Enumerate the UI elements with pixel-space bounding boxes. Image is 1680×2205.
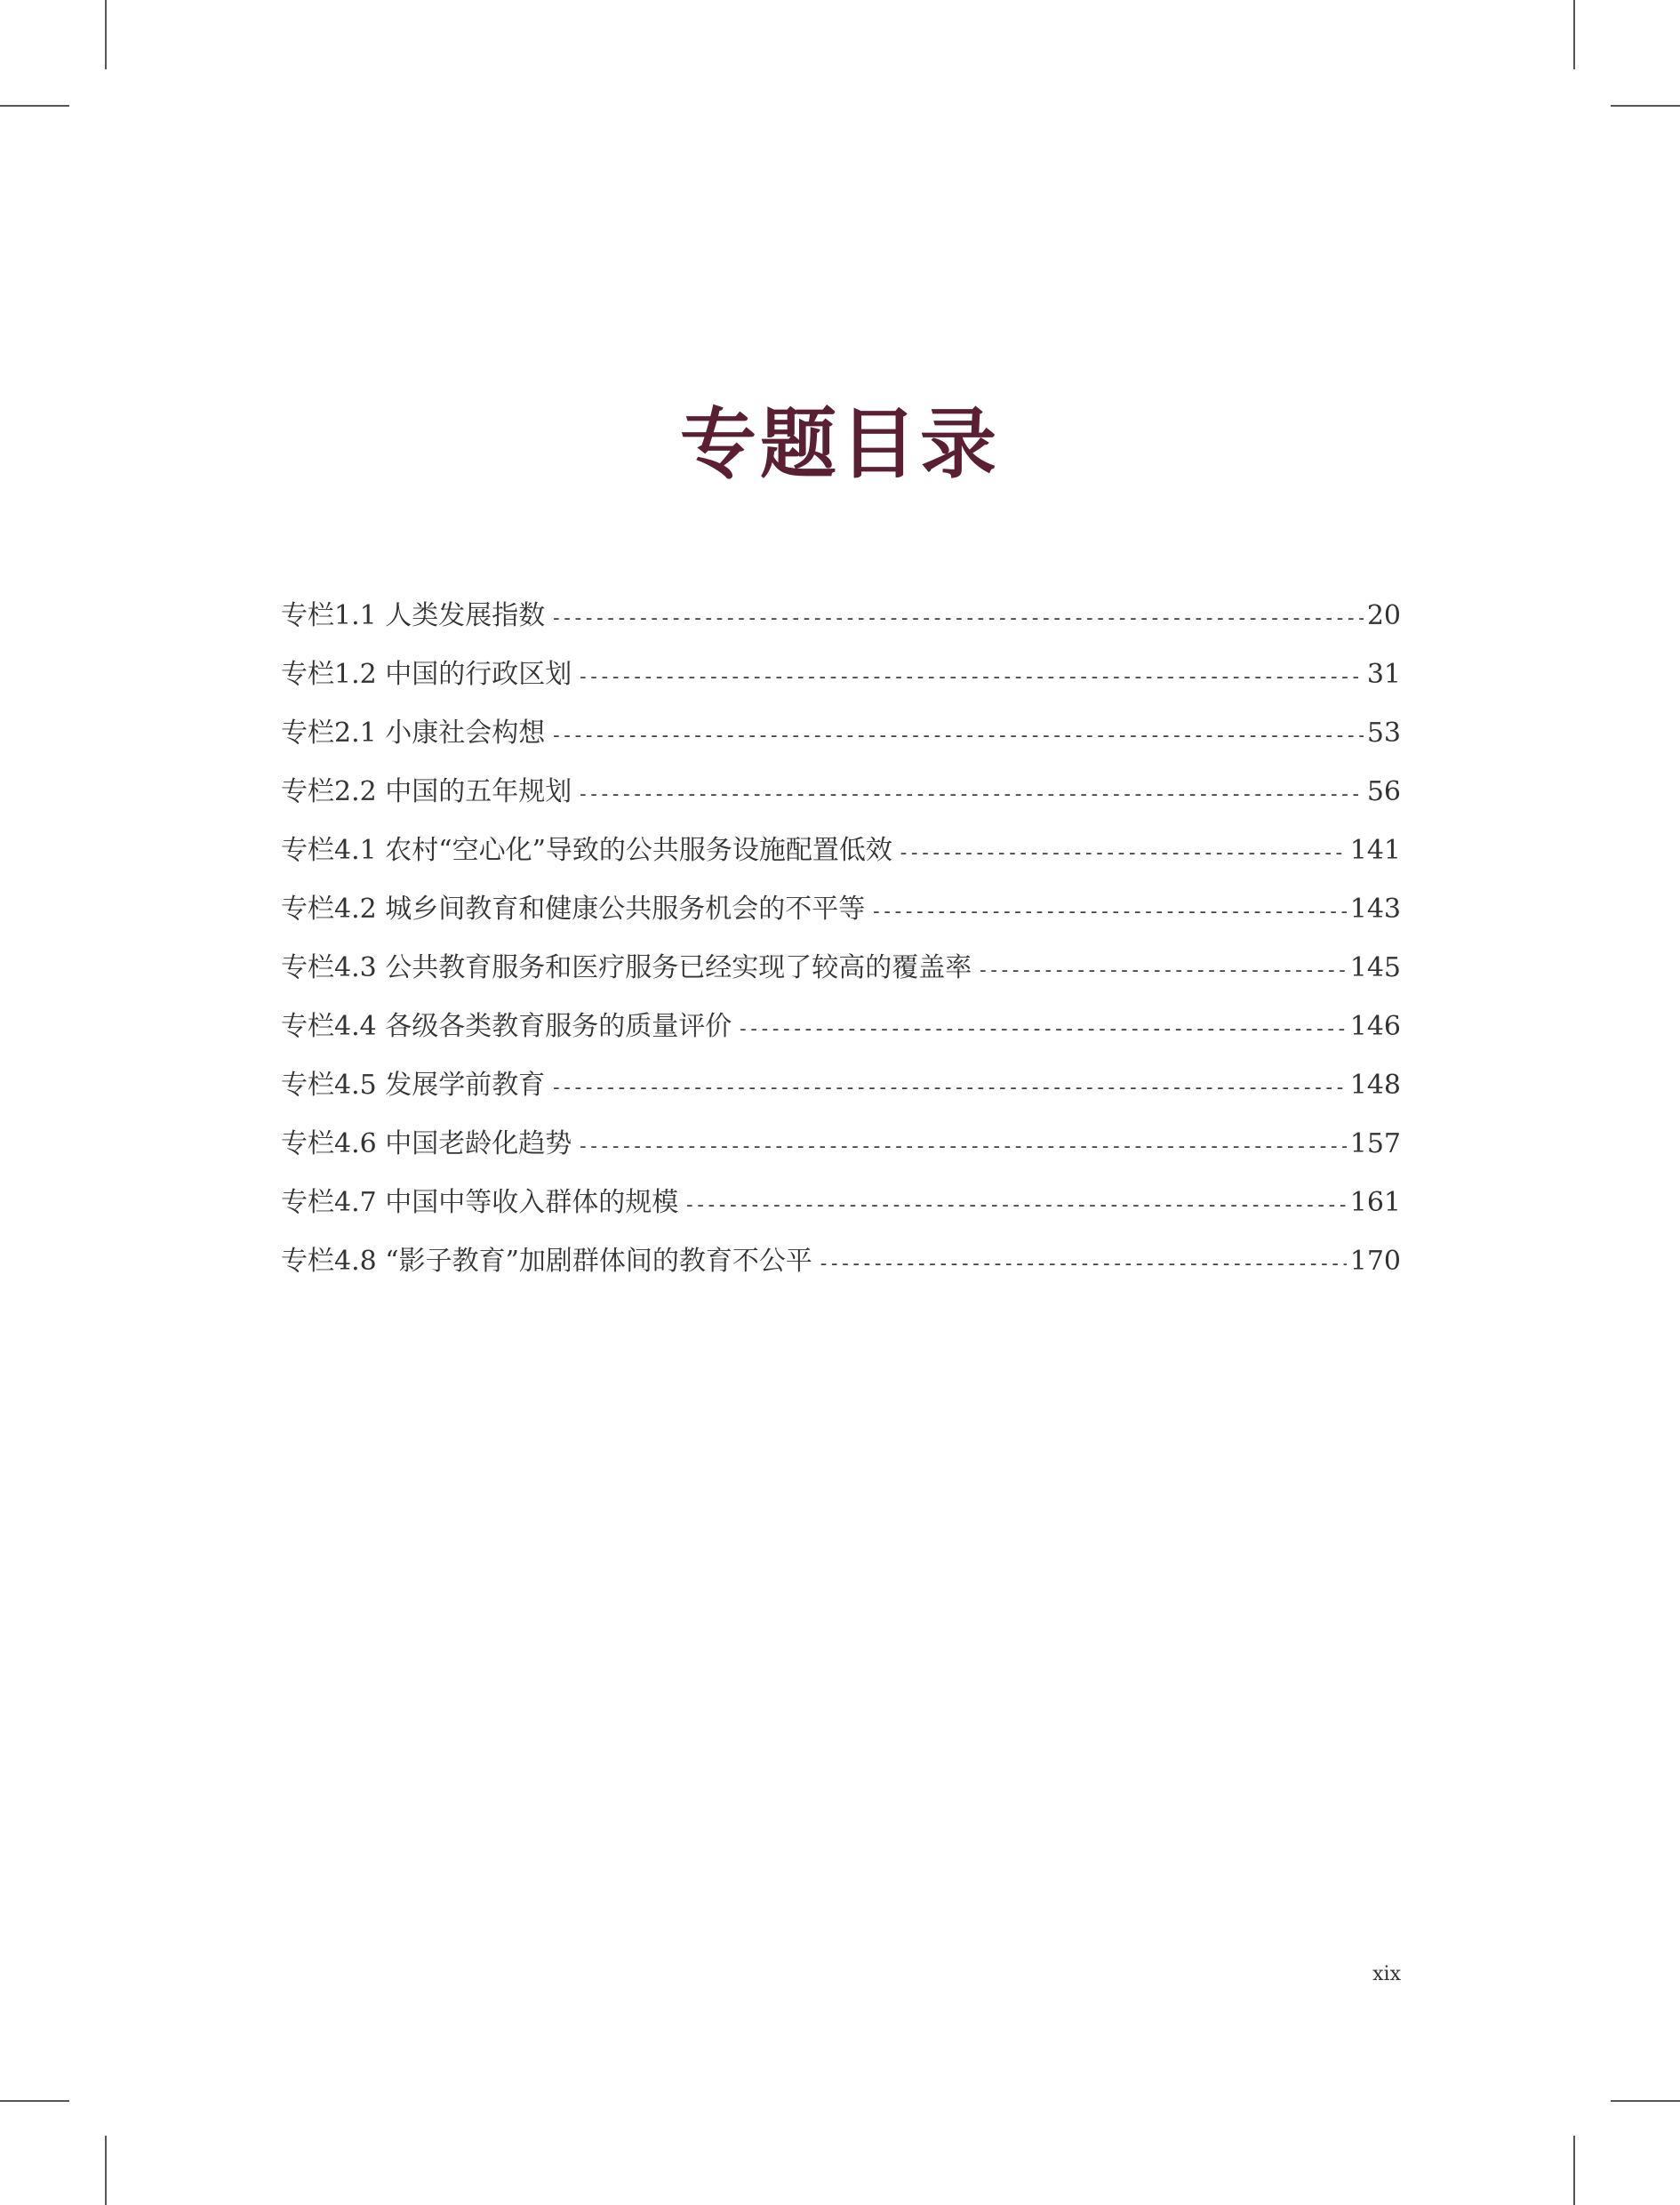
- toc-entry-label: 专栏4.1 农村“空心化”导致的公共服务设施配置低效: [281, 835, 892, 866]
- toc-page-number: 56: [1366, 776, 1401, 807]
- toc-entry[interactable]: [281, 1180, 1401, 1239]
- toc-entry-label: 专栏2.1 小康社会构想: [281, 718, 546, 749]
- toc-page-number: 53: [1366, 718, 1401, 749]
- toc-leader: [577, 1135, 1346, 1158]
- toc-page-number: 146: [1349, 1011, 1401, 1042]
- table-of-contents: [281, 593, 1401, 1297]
- crop-mark-bottom-right-horizontal: [1611, 2100, 1680, 2102]
- toc-page-number: 148: [1349, 1070, 1401, 1101]
- toc-entry-label: 专栏2.2 中国的五年规划: [281, 776, 572, 807]
- toc-entry[interactable]: [281, 769, 1401, 828]
- toc-entry[interactable]: [281, 945, 1401, 1004]
- toc-entry-label: 专栏1.1 人类发展指数: [281, 600, 546, 631]
- toc-entry-label: 专栏4.3 公共教育服务和医疗服务已经实现了较高的覆盖率: [281, 952, 972, 983]
- toc-entry-label: 专栏1.2 中国的行政区划: [281, 659, 572, 690]
- toc-leader: [818, 1253, 1347, 1275]
- toc-leader: [550, 1077, 1346, 1099]
- toc-entry[interactable]: [281, 593, 1401, 652]
- toc-page-number: 145: [1349, 952, 1401, 983]
- page-title: 专题目录: [680, 399, 1000, 489]
- crop-mark-top-left-vertical: [105, 0, 107, 69]
- toc-leader: [898, 842, 1347, 864]
- crop-mark-top-left-horizontal: [0, 105, 69, 107]
- toc-page-number: 157: [1349, 1128, 1401, 1159]
- crop-mark-bottom-left-vertical: [105, 2136, 107, 2205]
- toc-entry-label: 专栏4.7 中国中等收入群体的规模: [281, 1187, 679, 1218]
- toc-leader: [870, 901, 1346, 923]
- toc-entry-label: 专栏4.5 发展学前教育: [281, 1070, 546, 1101]
- toc-entry[interactable]: [281, 710, 1401, 769]
- toc-entry-label: 专栏4.6 中国老龄化趋势: [281, 1128, 572, 1159]
- toc-leader: [577, 666, 1364, 688]
- toc-entry[interactable]: [281, 1062, 1401, 1121]
- toc-leader: [550, 725, 1364, 747]
- toc-page-number: 170: [1349, 1246, 1401, 1277]
- toc-entry[interactable]: [281, 1004, 1401, 1062]
- crop-mark-bottom-left-horizontal: [0, 2100, 69, 2102]
- crop-mark-top-right-vertical: [1573, 0, 1575, 69]
- toc-leader: [977, 959, 1346, 982]
- toc-leader: [550, 607, 1364, 629]
- toc-entry-label: 专栏4.2 城乡间教育和健康公共服务机会的不平等: [281, 894, 866, 925]
- page-number: xix: [1372, 1963, 1401, 1985]
- toc-entry-label: 专栏4.8 “影子教育”加剧群体间的教育不公平: [281, 1246, 812, 1277]
- toc-leader: [737, 1018, 1346, 1040]
- crop-mark-bottom-right-vertical: [1573, 2136, 1575, 2205]
- toc-leader: [577, 783, 1364, 806]
- toc-entry[interactable]: [281, 652, 1401, 710]
- toc-page-number: 141: [1349, 835, 1401, 866]
- toc-page-number: 143: [1349, 894, 1401, 925]
- toc-entry-label: 专栏4.4 各级各类教育服务的质量评价: [281, 1011, 732, 1042]
- toc-entry[interactable]: [281, 886, 1401, 945]
- crop-mark-top-right-horizontal: [1611, 105, 1680, 107]
- toc-entry[interactable]: [281, 1239, 1401, 1297]
- toc-leader: [684, 1194, 1346, 1216]
- toc-entry[interactable]: [281, 828, 1401, 886]
- toc-page-number: 161: [1349, 1187, 1401, 1218]
- toc-page-number: 20: [1366, 600, 1401, 631]
- toc-entry[interactable]: [281, 1121, 1401, 1180]
- toc-page-number: 31: [1366, 659, 1401, 690]
